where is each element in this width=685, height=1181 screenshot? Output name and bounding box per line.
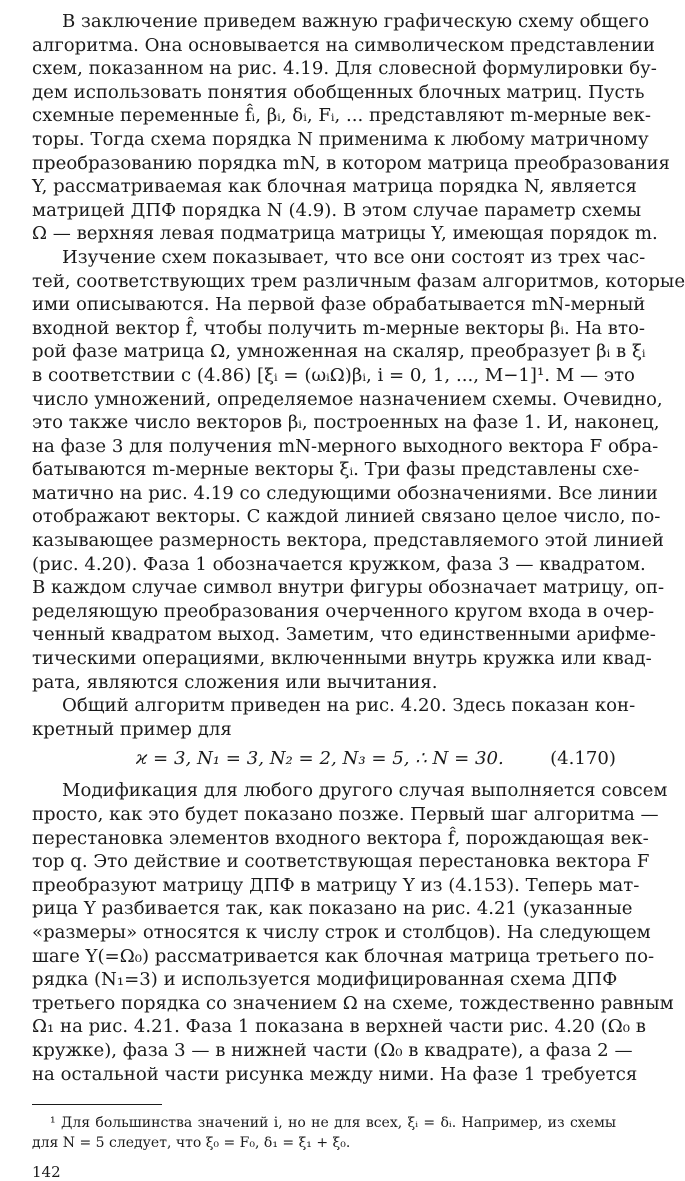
paragraph-1: [32, 10, 670, 246]
equation-number: (4.170): [550, 748, 616, 770]
paragraph-3: [32, 694, 636, 741]
book-page: [32, 10, 685, 1181]
text-line: Ω₁ на рис. 4.21. Фаза 1 показана в верхней части рис. 4.20 (Ω₀ в: [32, 1016, 646, 1038]
text-line: алгоритма. Она основывается на символическом представлении: [32, 34, 655, 56]
text-line: рой фазе матрица Ω, умноженная на скаляр, преобразует βᵢ в ξᵢ: [32, 341, 646, 363]
text-line: преобразуют матрицу ДПФ в матрицу Y из (4.153). Теперь мат-: [32, 874, 640, 896]
text-line: торы. Тогда схема порядка N применима к любому матричному: [32, 128, 649, 150]
text-line: в соответствии с (4.86) [ξᵢ = (ωᵢΩ)βᵢ, i = 0, 1, ..., M−1]¹. M — это: [32, 364, 635, 386]
text-line: матично на рис. 4.19 со следующими обозначениями. Все линии: [32, 482, 658, 504]
text-line: преобразованию порядка mN, в котором матрица преобразования: [32, 152, 670, 174]
text-line: Общий алгоритм приведен на рис. 4.20. Здесь показан кон-: [62, 695, 636, 717]
text-line: третьего порядка со значением Ω на схеме, тождественно равным: [32, 992, 674, 1014]
text-line: рица Y разбивается так, как показано на рис. 4.21 (указанные: [32, 898, 633, 920]
text-line: кретный пример для: [32, 718, 232, 740]
text-line: Ω — верхняя левая подматрица матрицы Y, имеющая порядок m.: [32, 223, 658, 245]
text-line: дем использовать понятия обобщенных блочных матриц. Пусть: [32, 81, 645, 103]
text-line: тор q. Это действие и соответствующая перестановка вектора F: [32, 851, 650, 873]
display-formula: [32, 745, 616, 773]
text-line: число умножений, определяемое назначением схемы. Очевидно,: [32, 388, 663, 410]
paragraph-4: [32, 779, 674, 1086]
text-line: ченный квадратом выход. Заметим, что единственными арифме-: [32, 624, 656, 646]
text-line: «размеры» относятся к числу строк и столбцов). На следующем: [32, 921, 651, 943]
text-line: схемные переменные f̂ᵢ, βᵢ, δᵢ, Fᵢ, ... представляют m-мерные век-: [32, 105, 651, 127]
paragraph-2: [32, 246, 685, 694]
text-line: В каждом случае символ внутри фигуры обозначает матрицу, оп-: [32, 577, 665, 599]
text-line: ими описываются. На первой фазе обрабатывается mN-мерный: [32, 294, 646, 316]
text-line: перестановка элементов входного вектора f̂, порождающая век-: [32, 827, 649, 849]
text-line: ределяющую преобразования очерченного кругом входа в очер-: [32, 600, 655, 622]
text-line: на фазе 3 для получения mN-мерного выходного вектора F обра-: [32, 435, 659, 457]
text-line: Модификация для любого другого случая выполняется совсем: [62, 780, 668, 802]
footnote-line: для N = 5 следует, что ξ₀ = F₀, δ₁ = ξ₁ + ξ₀.: [32, 1135, 351, 1152]
text-line: тей, соответствующих трем различным фазам алгоритмов, которые: [32, 270, 685, 292]
text-line: просто, как это будет показано позже. Первый шаг алгоритма —: [32, 804, 659, 825]
text-line: рядка (N₁=3) и используется модифицированная схема ДПФ: [32, 969, 618, 991]
text-line: шаге Y(=Ω₀) рассматривается как блочная матрица третьего по-: [32, 945, 655, 967]
text-line: Y, рассматриваемая как блочная матрица порядка N, является: [32, 176, 637, 198]
text-line: это также число векторов βᵢ, построенных на фазе 1. И, наконец,: [32, 412, 660, 434]
text-line: В заключение приведем важную графическую схему общего: [62, 11, 650, 32]
footnote-line: ¹ Для большинства значений i, но не для всех, ξᵢ = δᵢ. Например, из схемы: [50, 1115, 616, 1132]
page-number: 142: [32, 1163, 61, 1181]
text-line: входной вектор f̂, чтобы получить m-мерные векторы βᵢ. На вто-: [32, 317, 645, 339]
text-line: кружке), фаза 3 — в нижней части (Ω₀ в квадрате), а фаза 2 —: [32, 1039, 633, 1061]
text-line: Изучение схем показывает, что все они состоят из трех час-: [62, 246, 646, 268]
text-line: отображают векторы. С каждой линией связано целое число, по-: [32, 506, 661, 528]
text-line: схем, показанном на рис. 4.19. Для словесной формулировки бу-: [32, 58, 657, 80]
text-line: рата, являются сложения или вычитания.: [32, 671, 438, 693]
formula-expression: ϰ = 3, N₁ = 3, N₂ = 2, N₃ = 5, ∴ N = 30.: [136, 748, 504, 770]
text-line: казывающее размерность вектора, представляемого этой линией: [32, 530, 664, 552]
text-line: матрицей ДПФ порядка N (4.9). В этом случае параметр схемы: [32, 199, 642, 221]
text-line: (рис. 4.20). Фаза 1 обозначается кружком, фаза 3 — квадратом.: [32, 553, 646, 575]
text-line: батываются m-мерные векторы ξᵢ. Три фазы представлены схе-: [32, 459, 640, 481]
footnote-rule: [32, 1104, 162, 1105]
text-line: на остальной части рисунка между ними. На фазе 1 требуется: [32, 1063, 638, 1085]
text-line: тическими операциями, включенными внутрь кружка или квад-: [32, 648, 652, 670]
footnote: [32, 1113, 616, 1153]
